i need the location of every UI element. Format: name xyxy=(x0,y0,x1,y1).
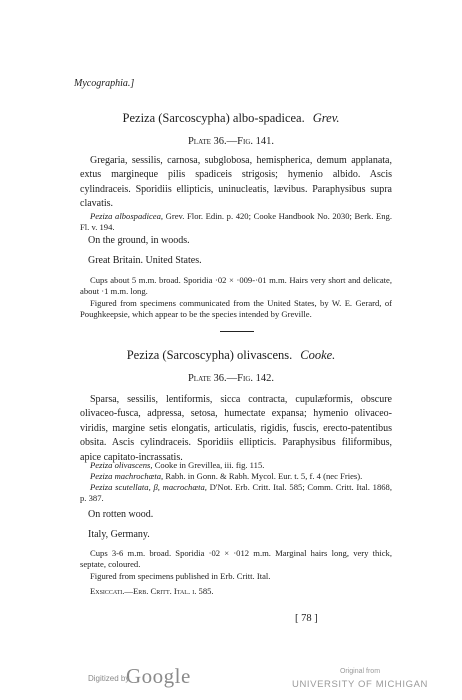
entry1-habitat: On the ground, in woods. xyxy=(88,235,190,246)
entry2-reference-2: Peziza machrochæta, Rabh. in Gonn. & Rabh. Mycol. Eur. t. 5, f. 4 (nec Fries). xyxy=(90,471,363,481)
entry2-species: Peziza (Sarcoscypha) olivascens. xyxy=(126,348,293,362)
page-number: [ 78 ] xyxy=(295,613,318,624)
google-logo: Google xyxy=(126,664,191,688)
entry1-figure-note: Figured from specimens communicated from the United States, by W. E. Gerard, of Poughkeepsie, which appear to be the species intended by Greville. xyxy=(80,298,392,319)
entry2-title xyxy=(0,348,462,363)
entry1-reference: Peziza albospadicea, Grev. Flor. Edin. p. 420; Cooke Handbook No. 2030; Berk. Eng. Fl. v. 194. xyxy=(80,211,392,232)
university-text: UNIVERSITY OF MICHIGAN xyxy=(291,679,428,690)
section-divider xyxy=(220,331,254,332)
entry2-measurements: Cups 3-6 m.m. broad. Sporidia ·02 × ·012 m.m. Marginal hairs long, very thick, septate, coloured. xyxy=(80,548,392,569)
entry2-locality: Italy, Germany. xyxy=(88,529,150,540)
entry2-reference-3: Peziza scutellata, β, macrochæta, D'Not. Erb. Critt. Ital. 585; Comm. Critt. Ital. 1868, p. 387. xyxy=(80,482,392,503)
entry2-description: Sparsa, sessilis, lentiformis, sicca contracta, cupulæformis, obscure olivaceo-fusca, adpressa, setosa, humectate expansa; hymenio olivaceo-viridis, margine setis elongatis, articulatis, rigidis, fuscis, erecto-patentibus obsita. Ascis cylindraceis. Sporidiis ellipticis. Paraphysibus filiformibus, apice capitato-incrassatis. xyxy=(80,394,392,463)
original-from-text: Original from xyxy=(339,668,381,675)
entry1-species: Peziza (Sarcoscypha) albo-spadicea. xyxy=(122,111,305,125)
digitized-by-text: Digitized by xyxy=(88,674,130,683)
running-header: Mycographia.] xyxy=(74,78,135,89)
entry2-author: Cooke. xyxy=(300,348,336,362)
entry2-figure-note: Figured from specimens published in Erb. Critt. Ital. xyxy=(90,571,271,581)
entry2-habitat: On rotten wood. xyxy=(88,509,154,520)
entry2-reference-1: Peziza olivascens, Cooke in Grevillea, iii. fig. 115. xyxy=(90,460,265,470)
entry1-plate: Plate 36.—Fig. 141. xyxy=(187,136,275,147)
entry1-description: Gregaria, sessilis, carnosa, subglobosa, hemispherica, demum applanata, extus margineque pilis spadiceis strigosis; hymenio albido. Ascis cylindraceis. Sporidiis ellipticis, uninucleatis, lævibus. Paraphysibus supra clavatis. xyxy=(80,155,392,210)
entry1-author: Grev. xyxy=(312,111,340,125)
entry2-plate: Plate 36.—Fig. 142. xyxy=(187,373,275,384)
entry2-exsiccati: Exsiccati.—Erb. Critt. Ital. i. 585. xyxy=(90,586,214,596)
entry1-measurements: Cups about 5 m.m. broad. Sporidia ·02 × ·009-·01 m.m. Hairs very short and delicate, about ·1 m.m. long. xyxy=(80,275,392,296)
entry1-locality: Great Britain. United States. xyxy=(88,255,202,266)
entry1-title xyxy=(0,111,462,126)
